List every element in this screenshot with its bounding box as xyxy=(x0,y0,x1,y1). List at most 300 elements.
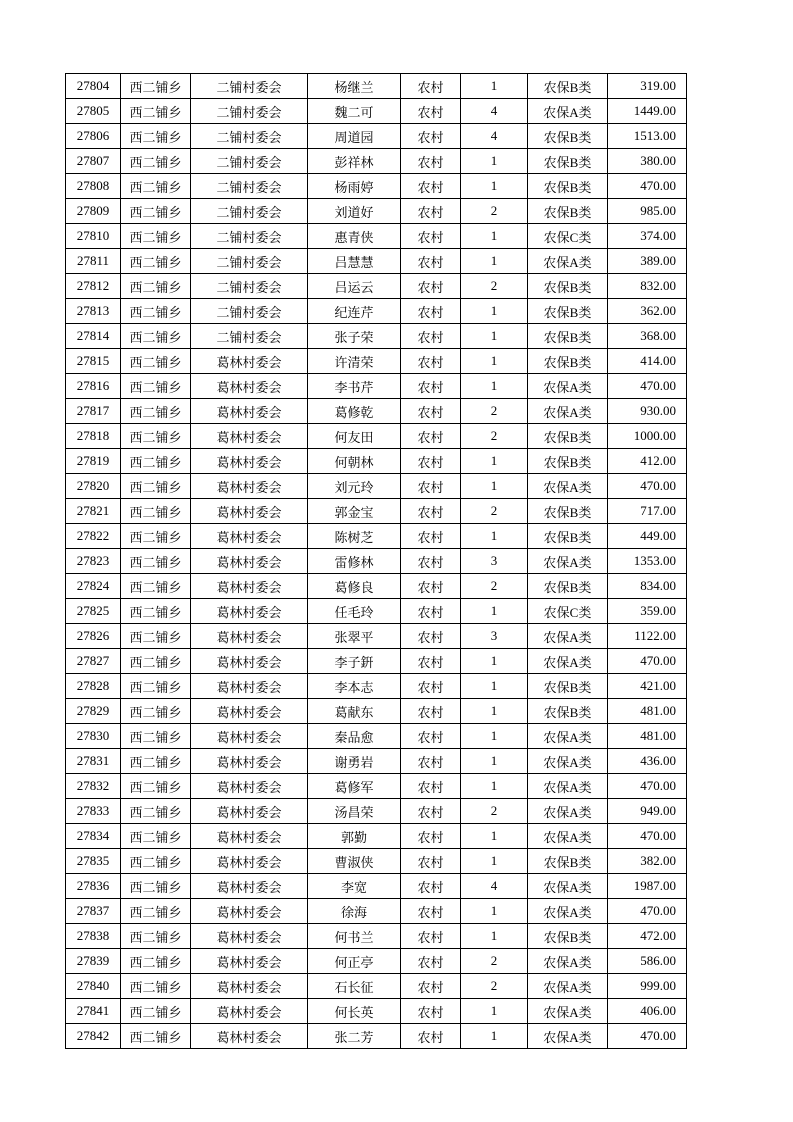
cell-person-name: 李子銒 xyxy=(308,649,401,674)
cell-insurance-type: 农保B类 xyxy=(528,424,608,449)
cell-category: 农村 xyxy=(401,1024,461,1049)
cell-count: 1 xyxy=(461,74,528,99)
cell-amount: 586.00 xyxy=(608,949,687,974)
cell-amount: 319.00 xyxy=(608,74,687,99)
cell-person-name: 郭金宝 xyxy=(308,499,401,524)
cell-count: 2 xyxy=(461,949,528,974)
cell-count: 1 xyxy=(461,224,528,249)
table-row xyxy=(66,624,687,649)
cell-township: 西二铺乡 xyxy=(121,74,191,99)
table-row xyxy=(66,824,687,849)
cell-insurance-type: 农保B类 xyxy=(528,849,608,874)
cell-township: 西二铺乡 xyxy=(121,824,191,849)
cell-category: 农村 xyxy=(401,224,461,249)
cell-count: 1 xyxy=(461,724,528,749)
cell-person-name: 纪连芹 xyxy=(308,299,401,324)
table-row xyxy=(66,74,687,99)
cell-id: 27839 xyxy=(66,949,121,974)
cell-amount: 1449.00 xyxy=(608,99,687,124)
cell-amount: 1000.00 xyxy=(608,424,687,449)
table-row xyxy=(66,149,687,174)
cell-amount: 1987.00 xyxy=(608,874,687,899)
cell-village-committee: 葛林村委会 xyxy=(191,474,308,499)
cell-person-name: 秦品愈 xyxy=(308,724,401,749)
cell-village-committee: 二铺村委会 xyxy=(191,99,308,124)
cell-id: 27806 xyxy=(66,124,121,149)
cell-person-name: 何友田 xyxy=(308,424,401,449)
cell-amount: 368.00 xyxy=(608,324,687,349)
cell-count: 1 xyxy=(461,849,528,874)
cell-id: 27822 xyxy=(66,524,121,549)
cell-category: 农村 xyxy=(401,799,461,824)
cell-person-name: 谢勇岩 xyxy=(308,749,401,774)
cell-amount: 382.00 xyxy=(608,849,687,874)
cell-person-name: 张子荣 xyxy=(308,324,401,349)
cell-amount: 834.00 xyxy=(608,574,687,599)
cell-township: 西二铺乡 xyxy=(121,799,191,824)
table-row xyxy=(66,549,687,574)
cell-amount: 985.00 xyxy=(608,199,687,224)
cell-insurance-type: 农保B类 xyxy=(528,499,608,524)
cell-village-committee: 葛林村委会 xyxy=(191,549,308,574)
cell-id: 27827 xyxy=(66,649,121,674)
cell-id: 27829 xyxy=(66,699,121,724)
cell-insurance-type: 农保B类 xyxy=(528,124,608,149)
cell-township: 西二铺乡 xyxy=(121,574,191,599)
cell-person-name: 张翠平 xyxy=(308,624,401,649)
cell-village-committee: 二铺村委会 xyxy=(191,224,308,249)
cell-township: 西二铺乡 xyxy=(121,124,191,149)
cell-insurance-type: 农保B类 xyxy=(528,74,608,99)
cell-amount: 949.00 xyxy=(608,799,687,824)
cell-count: 1 xyxy=(461,299,528,324)
cell-category: 农村 xyxy=(401,974,461,999)
cell-amount: 1513.00 xyxy=(608,124,687,149)
cell-amount: 380.00 xyxy=(608,149,687,174)
table-row xyxy=(66,949,687,974)
cell-category: 农村 xyxy=(401,674,461,699)
cell-count: 1 xyxy=(461,474,528,499)
cell-category: 农村 xyxy=(401,524,461,549)
cell-village-committee: 葛林村委会 xyxy=(191,574,308,599)
cell-person-name: 徐海 xyxy=(308,899,401,924)
cell-township: 西二铺乡 xyxy=(121,449,191,474)
cell-count: 4 xyxy=(461,99,528,124)
cell-category: 农村 xyxy=(401,124,461,149)
cell-insurance-type: 农保B类 xyxy=(528,149,608,174)
cell-count: 1 xyxy=(461,349,528,374)
table-row xyxy=(66,274,687,299)
cell-township: 西二铺乡 xyxy=(121,374,191,399)
cell-village-committee: 葛林村委会 xyxy=(191,624,308,649)
cell-insurance-type: 农保A类 xyxy=(528,549,608,574)
cell-township: 西二铺乡 xyxy=(121,174,191,199)
table-row xyxy=(66,424,687,449)
cell-village-committee: 二铺村委会 xyxy=(191,324,308,349)
cell-amount: 470.00 xyxy=(608,474,687,499)
cell-insurance-type: 农保B类 xyxy=(528,574,608,599)
cell-insurance-type: 农保A类 xyxy=(528,624,608,649)
cell-village-committee: 二铺村委会 xyxy=(191,124,308,149)
cell-township: 西二铺乡 xyxy=(121,1024,191,1049)
cell-village-committee: 葛林村委会 xyxy=(191,899,308,924)
cell-id: 27836 xyxy=(66,874,121,899)
cell-person-name: 葛修军 xyxy=(308,774,401,799)
cell-person-name: 张二芳 xyxy=(308,1024,401,1049)
cell-village-committee: 葛林村委会 xyxy=(191,674,308,699)
table-row xyxy=(66,849,687,874)
cell-person-name: 杨雨婷 xyxy=(308,174,401,199)
cell-insurance-type: 农保B类 xyxy=(528,449,608,474)
cell-category: 农村 xyxy=(401,924,461,949)
cell-insurance-type: 农保A类 xyxy=(528,374,608,399)
cell-village-committee: 二铺村委会 xyxy=(191,299,308,324)
table-row xyxy=(66,524,687,549)
table-row xyxy=(66,924,687,949)
cell-category: 农村 xyxy=(401,199,461,224)
table-row xyxy=(66,199,687,224)
cell-township: 西二铺乡 xyxy=(121,649,191,674)
cell-id: 27834 xyxy=(66,824,121,849)
cell-village-committee: 葛林村委会 xyxy=(191,649,308,674)
cell-category: 农村 xyxy=(401,549,461,574)
cell-count: 1 xyxy=(461,824,528,849)
cell-village-committee: 葛林村委会 xyxy=(191,999,308,1024)
cell-person-name: 刘元玲 xyxy=(308,474,401,499)
cell-amount: 481.00 xyxy=(608,699,687,724)
table-row xyxy=(66,874,687,899)
cell-person-name: 吕运云 xyxy=(308,274,401,299)
cell-amount: 1122.00 xyxy=(608,624,687,649)
cell-id: 27831 xyxy=(66,749,121,774)
cell-amount: 359.00 xyxy=(608,599,687,624)
cell-village-committee: 二铺村委会 xyxy=(191,199,308,224)
cell-township: 西二铺乡 xyxy=(121,249,191,274)
cell-insurance-type: 农保B类 xyxy=(528,199,608,224)
cell-person-name: 李本志 xyxy=(308,674,401,699)
cell-id: 27825 xyxy=(66,599,121,624)
cell-insurance-type: 农保B类 xyxy=(528,274,608,299)
cell-village-committee: 葛林村委会 xyxy=(191,749,308,774)
cell-id: 27813 xyxy=(66,299,121,324)
cell-count: 1 xyxy=(461,699,528,724)
cell-category: 农村 xyxy=(401,74,461,99)
cell-category: 农村 xyxy=(401,274,461,299)
cell-amount: 362.00 xyxy=(608,299,687,324)
cell-village-committee: 葛林村委会 xyxy=(191,349,308,374)
cell-id: 27824 xyxy=(66,574,121,599)
table-row xyxy=(66,799,687,824)
cell-township: 西二铺乡 xyxy=(121,349,191,374)
cell-village-committee: 二铺村委会 xyxy=(191,274,308,299)
cell-amount: 421.00 xyxy=(608,674,687,699)
cell-category: 农村 xyxy=(401,599,461,624)
cell-id: 27841 xyxy=(66,999,121,1024)
cell-township: 西二铺乡 xyxy=(121,199,191,224)
cell-person-name: 周道园 xyxy=(308,124,401,149)
cell-amount: 436.00 xyxy=(608,749,687,774)
cell-id: 27842 xyxy=(66,1024,121,1049)
cell-village-committee: 葛林村委会 xyxy=(191,524,308,549)
cell-amount: 406.00 xyxy=(608,999,687,1024)
cell-count: 1 xyxy=(461,374,528,399)
cell-person-name: 魏二可 xyxy=(308,99,401,124)
cell-category: 农村 xyxy=(401,374,461,399)
cell-insurance-type: 农保A类 xyxy=(528,874,608,899)
cell-township: 西二铺乡 xyxy=(121,224,191,249)
cell-insurance-type: 农保A类 xyxy=(528,824,608,849)
cell-category: 农村 xyxy=(401,424,461,449)
cell-insurance-type: 农保A类 xyxy=(528,774,608,799)
cell-township: 西二铺乡 xyxy=(121,549,191,574)
cell-township: 西二铺乡 xyxy=(121,949,191,974)
cell-person-name: 许清荣 xyxy=(308,349,401,374)
cell-id: 27808 xyxy=(66,174,121,199)
cell-id: 27814 xyxy=(66,324,121,349)
table-row xyxy=(66,349,687,374)
cell-township: 西二铺乡 xyxy=(121,274,191,299)
cell-id: 27837 xyxy=(66,899,121,924)
cell-village-committee: 葛林村委会 xyxy=(191,974,308,999)
cell-category: 农村 xyxy=(401,624,461,649)
cell-person-name: 何书兰 xyxy=(308,924,401,949)
cell-count: 1 xyxy=(461,249,528,274)
cell-id: 27811 xyxy=(66,249,121,274)
cell-township: 西二铺乡 xyxy=(121,474,191,499)
table-row xyxy=(66,699,687,724)
cell-count: 2 xyxy=(461,199,528,224)
cell-insurance-type: 农保A类 xyxy=(528,999,608,1024)
cell-id: 27820 xyxy=(66,474,121,499)
cell-village-committee: 葛林村委会 xyxy=(191,774,308,799)
cell-person-name: 何朝林 xyxy=(308,449,401,474)
cell-person-name: 任毛玲 xyxy=(308,599,401,624)
cell-id: 27815 xyxy=(66,349,121,374)
cell-count: 4 xyxy=(461,874,528,899)
table-row xyxy=(66,749,687,774)
cell-amount: 414.00 xyxy=(608,349,687,374)
table-row xyxy=(66,399,687,424)
cell-category: 农村 xyxy=(401,99,461,124)
cell-insurance-type: 农保B类 xyxy=(528,524,608,549)
cell-count: 2 xyxy=(461,274,528,299)
table-row xyxy=(66,774,687,799)
cell-village-committee: 二铺村委会 xyxy=(191,149,308,174)
cell-count: 2 xyxy=(461,974,528,999)
table-row xyxy=(66,974,687,999)
cell-person-name: 雷修林 xyxy=(308,549,401,574)
cell-amount: 449.00 xyxy=(608,524,687,549)
cell-village-committee: 葛林村委会 xyxy=(191,799,308,824)
cell-count: 3 xyxy=(461,624,528,649)
cell-id: 27807 xyxy=(66,149,121,174)
cell-id: 27830 xyxy=(66,724,121,749)
cell-id: 27804 xyxy=(66,74,121,99)
cell-count: 1 xyxy=(461,899,528,924)
cell-township: 西二铺乡 xyxy=(121,424,191,449)
cell-village-committee: 葛林村委会 xyxy=(191,724,308,749)
cell-person-name: 葛修乾 xyxy=(308,399,401,424)
cell-count: 1 xyxy=(461,324,528,349)
table-row xyxy=(66,449,687,474)
cell-count: 2 xyxy=(461,499,528,524)
cell-id: 27805 xyxy=(66,99,121,124)
cell-township: 西二铺乡 xyxy=(121,849,191,874)
cell-insurance-type: 农保B类 xyxy=(528,674,608,699)
cell-id: 27810 xyxy=(66,224,121,249)
table-row xyxy=(66,474,687,499)
cell-category: 农村 xyxy=(401,649,461,674)
cell-amount: 470.00 xyxy=(608,649,687,674)
cell-id: 27826 xyxy=(66,624,121,649)
table-row xyxy=(66,224,687,249)
cell-village-committee: 葛林村委会 xyxy=(191,499,308,524)
cell-township: 西二铺乡 xyxy=(121,924,191,949)
table-body xyxy=(66,74,687,1049)
cell-township: 西二铺乡 xyxy=(121,974,191,999)
cell-category: 农村 xyxy=(401,324,461,349)
cell-amount: 412.00 xyxy=(608,449,687,474)
cell-category: 农村 xyxy=(401,699,461,724)
table-row xyxy=(66,249,687,274)
cell-village-committee: 葛林村委会 xyxy=(191,424,308,449)
cell-id: 27833 xyxy=(66,799,121,824)
cell-person-name: 陈树芝 xyxy=(308,524,401,549)
cell-count: 1 xyxy=(461,774,528,799)
cell-person-name: 惠青侠 xyxy=(308,224,401,249)
cell-township: 西二铺乡 xyxy=(121,699,191,724)
cell-amount: 470.00 xyxy=(608,824,687,849)
cell-insurance-type: 农保B类 xyxy=(528,299,608,324)
cell-category: 农村 xyxy=(401,149,461,174)
cell-count: 2 xyxy=(461,799,528,824)
cell-category: 农村 xyxy=(401,174,461,199)
cell-amount: 999.00 xyxy=(608,974,687,999)
cell-township: 西二铺乡 xyxy=(121,499,191,524)
cell-category: 农村 xyxy=(401,299,461,324)
cell-id: 27838 xyxy=(66,924,121,949)
cell-category: 农村 xyxy=(401,474,461,499)
cell-id: 27840 xyxy=(66,974,121,999)
cell-village-committee: 葛林村委会 xyxy=(191,449,308,474)
cell-person-name: 何正亭 xyxy=(308,949,401,974)
cell-person-name: 李书芹 xyxy=(308,374,401,399)
cell-insurance-type: 农保A类 xyxy=(528,1024,608,1049)
cell-insurance-type: 农保A类 xyxy=(528,649,608,674)
cell-id: 27816 xyxy=(66,374,121,399)
cell-amount: 470.00 xyxy=(608,174,687,199)
cell-category: 农村 xyxy=(401,724,461,749)
cell-village-committee: 葛林村委会 xyxy=(191,924,308,949)
cell-category: 农村 xyxy=(401,499,461,524)
cell-township: 西二铺乡 xyxy=(121,674,191,699)
cell-person-name: 曹淑侠 xyxy=(308,849,401,874)
table-row xyxy=(66,599,687,624)
cell-village-committee: 二铺村委会 xyxy=(191,174,308,199)
cell-village-committee: 葛林村委会 xyxy=(191,1024,308,1049)
cell-count: 3 xyxy=(461,549,528,574)
cell-category: 农村 xyxy=(401,399,461,424)
cell-insurance-type: 农保A类 xyxy=(528,249,608,274)
cell-village-committee: 二铺村委会 xyxy=(191,74,308,99)
cell-insurance-type: 农保A类 xyxy=(528,724,608,749)
cell-insurance-type: 农保A类 xyxy=(528,99,608,124)
cell-person-name: 刘道好 xyxy=(308,199,401,224)
cell-township: 西二铺乡 xyxy=(121,599,191,624)
cell-count: 1 xyxy=(461,749,528,774)
cell-person-name: 吕慧慧 xyxy=(308,249,401,274)
cell-person-name: 葛修良 xyxy=(308,574,401,599)
cell-id: 27823 xyxy=(66,549,121,574)
table-row xyxy=(66,174,687,199)
cell-count: 1 xyxy=(461,924,528,949)
cell-insurance-type: 农保B类 xyxy=(528,324,608,349)
cell-village-committee: 葛林村委会 xyxy=(191,399,308,424)
cell-insurance-type: 农保B类 xyxy=(528,699,608,724)
cell-person-name: 李宽 xyxy=(308,874,401,899)
cell-category: 农村 xyxy=(401,849,461,874)
cell-person-name: 葛献东 xyxy=(308,699,401,724)
cell-person-name: 杨继兰 xyxy=(308,74,401,99)
cell-id: 27828 xyxy=(66,674,121,699)
cell-amount: 470.00 xyxy=(608,1024,687,1049)
cell-insurance-type: 农保B类 xyxy=(528,174,608,199)
cell-category: 农村 xyxy=(401,824,461,849)
cell-id: 27821 xyxy=(66,499,121,524)
table-row xyxy=(66,324,687,349)
table-row xyxy=(66,299,687,324)
table-row xyxy=(66,99,687,124)
table-row xyxy=(66,374,687,399)
cell-village-committee: 葛林村委会 xyxy=(191,599,308,624)
cell-amount: 374.00 xyxy=(608,224,687,249)
cell-amount: 481.00 xyxy=(608,724,687,749)
cell-insurance-type: 农保A类 xyxy=(528,799,608,824)
cell-insurance-type: 农保A类 xyxy=(528,974,608,999)
cell-category: 农村 xyxy=(401,999,461,1024)
table-row xyxy=(66,674,687,699)
cell-insurance-type: 农保B类 xyxy=(528,349,608,374)
cell-village-committee: 葛林村委会 xyxy=(191,949,308,974)
cell-person-name: 彭祥林 xyxy=(308,149,401,174)
cell-count: 1 xyxy=(461,174,528,199)
cell-person-name: 汤昌荣 xyxy=(308,799,401,824)
cell-township: 西二铺乡 xyxy=(121,899,191,924)
cell-id: 27835 xyxy=(66,849,121,874)
cell-category: 农村 xyxy=(401,899,461,924)
cell-id: 27817 xyxy=(66,399,121,424)
cell-id: 27818 xyxy=(66,424,121,449)
cell-count: 1 xyxy=(461,1024,528,1049)
cell-township: 西二铺乡 xyxy=(121,524,191,549)
table-row xyxy=(66,999,687,1024)
cell-village-committee: 葛林村委会 xyxy=(191,699,308,724)
table-row xyxy=(66,899,687,924)
table-row xyxy=(66,1024,687,1049)
cell-amount: 389.00 xyxy=(608,249,687,274)
table-row xyxy=(66,124,687,149)
cell-count: 2 xyxy=(461,574,528,599)
cell-township: 西二铺乡 xyxy=(121,624,191,649)
cell-count: 1 xyxy=(461,449,528,474)
cell-id: 27809 xyxy=(66,199,121,224)
cell-count: 1 xyxy=(461,149,528,174)
cell-insurance-type: 农保A类 xyxy=(528,749,608,774)
table-row xyxy=(66,649,687,674)
cell-township: 西二铺乡 xyxy=(121,874,191,899)
cell-person-name: 何长英 xyxy=(308,999,401,1024)
cell-township: 西二铺乡 xyxy=(121,399,191,424)
